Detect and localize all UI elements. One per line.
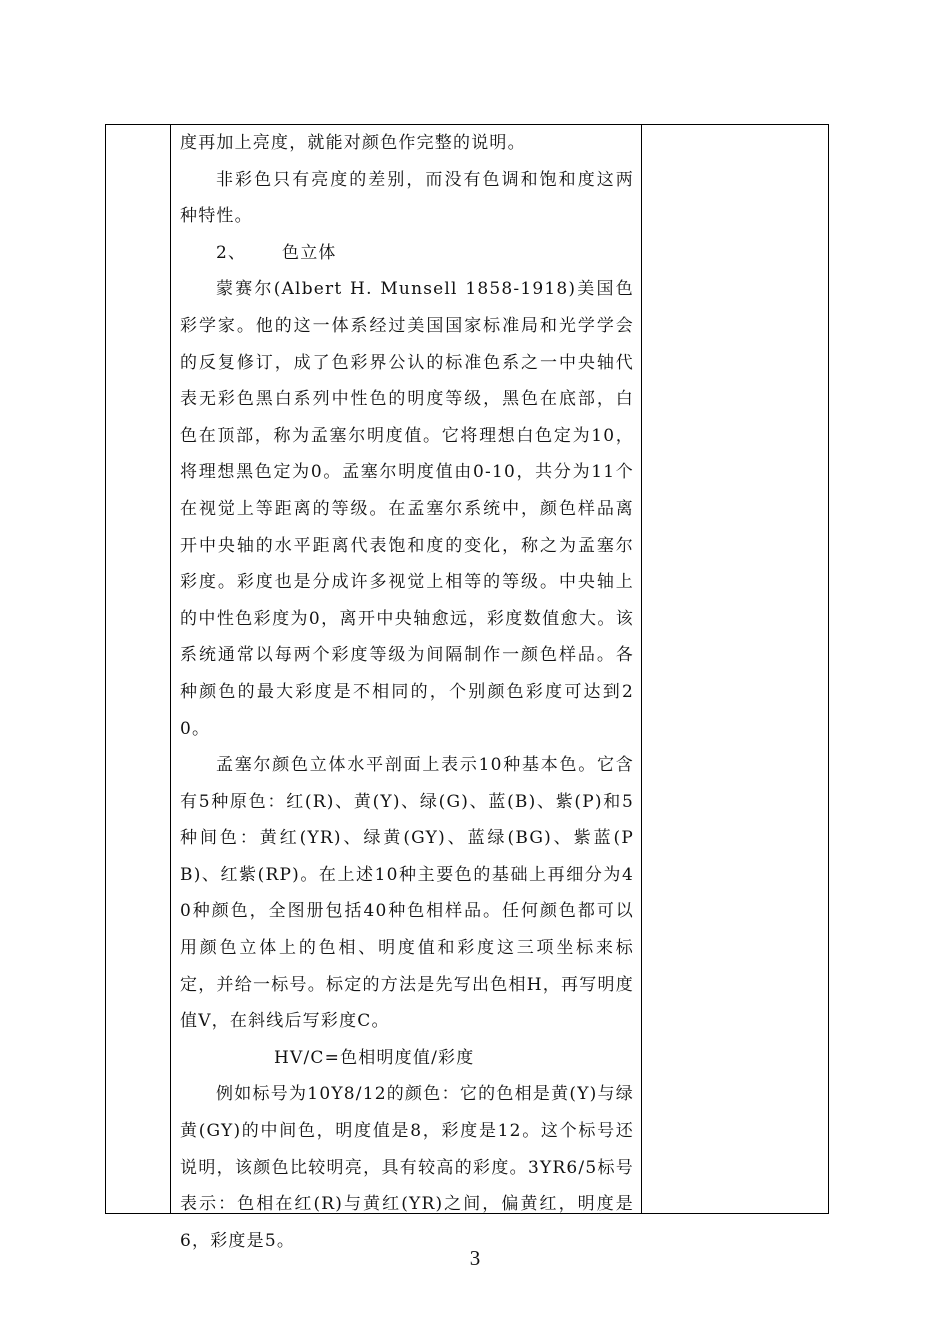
content-table (105, 124, 829, 1251)
left-column-divider (170, 125, 171, 1213)
right-column-divider (641, 125, 642, 1213)
paragraph-notation-example: 例如标号为10Y8/12的颜色：它的色相是黄(Y)与绿黄(GY)的中间色，明度值是8，彩度是12。这个标号还说明，该颜色比较明亮，具有较高的彩度。3YR6/5标号表示：色相在红(R)与黄红(YR)之间，偏黄红，明度是6，彩度是5。 (180, 1084, 634, 1251)
paragraph-continuation: 度再加上亮度，就能对颜色作完整的说明。 (180, 133, 526, 153)
section-number: 2、 (216, 242, 247, 263)
page-number: 3 (469, 1246, 481, 1270)
section-title: 色立体 (282, 242, 337, 263)
main-text-cell (180, 125, 634, 1259)
paragraph-achromatic: 非彩色只有亮度的差别，而没有色调和饱和度这两种特性。 (180, 169, 634, 227)
paragraph-hue-colors: 孟塞尔颜色立体水平剖面上表示10种基本色。它含有5种原色：红(R)、黄(Y)、绿(G)、蓝(B)、紫(P)和5种间色：黄红(YR)、绿黄(GY)、蓝绿(BG)、紫蓝(PB)、红紫(RP)。在上述10种主要色的基础上再细分为40种颜色，全图册包括40种色相样品。任何颜色都可以用颜色立体上的色相、明度值和彩度这三项坐标来标定，并给一标号。标定的方法是先写出色相H，再写明度值V，在斜线后写彩度C。 (180, 755, 634, 1032)
notation-formula: HV/C=色相明度值/彩度 (274, 1047, 475, 1068)
paragraph-munsell-intro: 蒙赛尔(Albert H. Munsell 1858-1918)美国色彩学家。他的这一体系经过美国国家标准局和光学学会的反复修订，成了色彩界公认的标准色系之一中央轴代表无彩色黑白系列中性色的明度等级，黑色在底部，白色在顶部，称为孟塞尔明度值。它将理想白色定为10，将理想黑色定为0。孟塞尔明度值由0-10，共分为11个在视觉上等距离的等级。在孟塞尔系统中，颜色样品离开中央轴的水平距离代表饱和度的变化，称之为孟塞尔彩度。彩度也是分成许多视觉上相等的等级。中央轴上的中性色彩度为0，离开中央轴愈远，彩度数值愈大。该系统通常以每两个彩度等级为间隔制作一颜色样品。各种颜色的最大彩度是不相同的，个别颜色彩度可达到20。 (180, 279, 634, 739)
section-heading (180, 235, 634, 272)
